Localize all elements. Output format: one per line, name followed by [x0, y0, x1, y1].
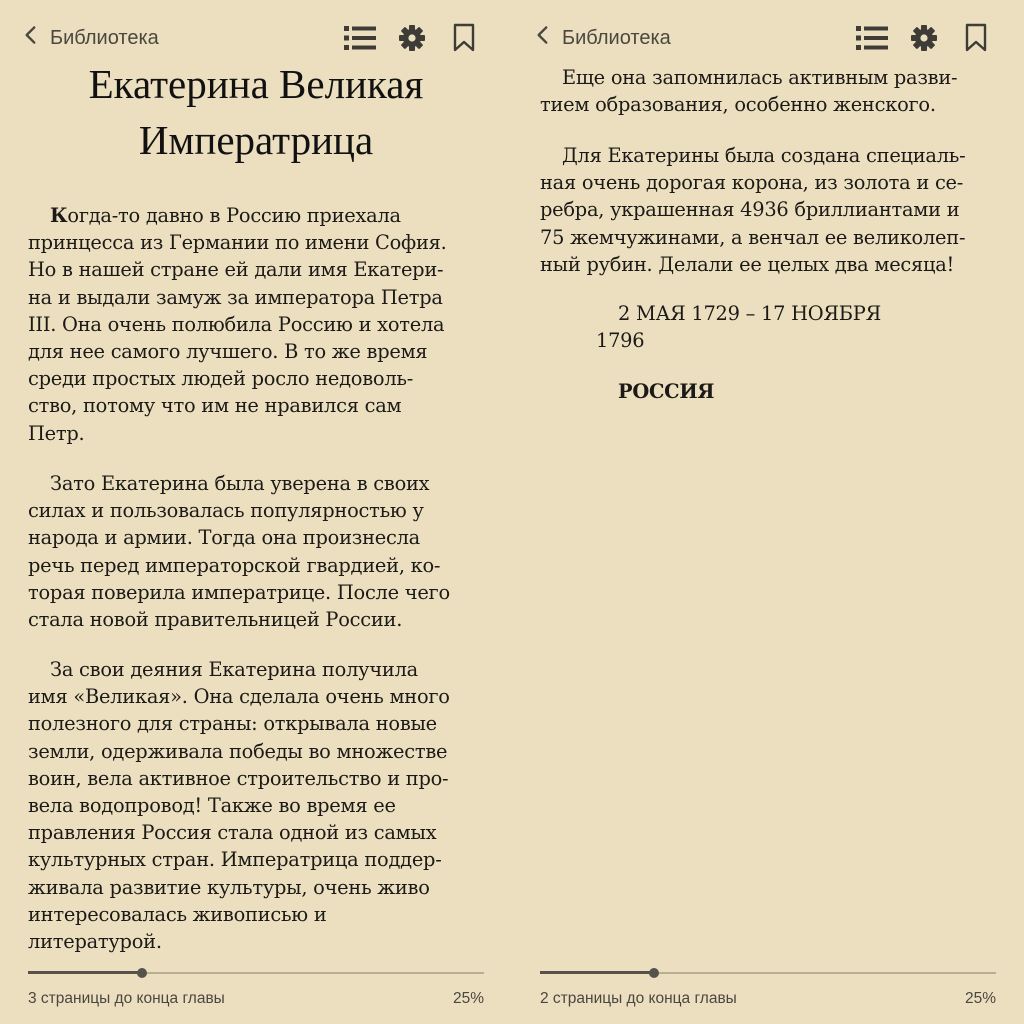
chapter-title: [28, 56, 484, 168]
text-line: имя «Великая». Она сделала очень много: [28, 685, 450, 709]
paragraph: [28, 202, 484, 447]
paragraph: [28, 470, 484, 633]
chevron-left-icon: [530, 22, 562, 54]
text-line: Петр.: [28, 421, 85, 445]
life-dates-line-2: 1796: [596, 329, 645, 353]
text-line: тием образования, особенно женского.: [540, 93, 936, 117]
date-block: [540, 300, 996, 354]
toolbar: [28, 18, 484, 58]
text-line: ребра, украшенная 4936 бриллиантами и: [540, 198, 960, 222]
text-line: речь перед императорской гвардией, ко-: [28, 553, 441, 577]
gear-icon: [398, 24, 426, 52]
text-line: ная очень дорогая корона, из золота и се-: [540, 171, 964, 195]
text-line: интересовалась живописью и: [28, 902, 327, 926]
bookmark-button[interactable]: [956, 18, 996, 58]
text-line: Когда-то давно в Россию приехала: [50, 204, 401, 227]
settings-button[interactable]: [904, 18, 944, 58]
percent-label: 25%: [452, 990, 484, 1007]
settings-button[interactable]: [392, 18, 432, 58]
text-line: принцесса из Германии по имени София.: [28, 231, 447, 255]
text-line: 75 жемчужинами, а венчал ее великолеп-: [540, 225, 966, 249]
text-line: земли, одерживала победы во множестве: [28, 739, 448, 763]
text-line: живала развитие культуры, очень живо: [28, 875, 430, 899]
text-line: силах и пользовалась популярностью у: [28, 499, 424, 523]
pages-left-label: 2 страницы до конца главы: [540, 990, 737, 1007]
body-text: [28, 470, 484, 633]
back-to-library-button[interactable]: [530, 22, 671, 54]
bookmark-icon: [964, 23, 988, 53]
back-to-library-button[interactable]: [18, 22, 159, 54]
right-page: [512, 0, 1024, 1024]
text-line: III. Она очень полюбила Россию и хотела: [28, 312, 445, 336]
chevron-left-icon: [18, 22, 50, 54]
body-text: [540, 64, 996, 118]
list-icon: [344, 25, 376, 51]
progress-knob[interactable]: [649, 968, 659, 978]
text-line: воин, вела активное строительство и про-: [28, 766, 449, 790]
contents-list-button[interactable]: [340, 18, 380, 58]
progress-knob[interactable]: [137, 968, 147, 978]
text-line: Для Екатерины была создана специаль-: [562, 144, 966, 167]
title-line-1: Екатерина Великая: [88, 61, 424, 107]
paragraph: [28, 656, 484, 955]
pages-left-label: 3 страницы до конца главы: [28, 990, 225, 1007]
text-line: народа и армии. Тогда она произнесла: [28, 526, 420, 550]
text-line: для нее самого лучшего. В то же время: [28, 340, 428, 364]
percent-label: 25%: [964, 990, 996, 1007]
toolbar: [540, 18, 996, 58]
text-line: торая поверила императрице. После чего: [28, 580, 450, 604]
text-line: стала новой правительницей России.: [28, 608, 403, 632]
text-line: на и выдали замуж за императора Петра: [28, 285, 443, 309]
paragraph: [540, 64, 996, 118]
chapter-progress-slider[interactable]: [540, 966, 996, 980]
country-label: РОССИЯ: [618, 380, 715, 403]
text-line: ство, потому что им не нравился сам: [28, 394, 402, 418]
page-footer: [28, 990, 484, 1012]
bookmark-icon: [452, 23, 476, 53]
text-line: Но в нашей стране ей дали имя Екатери-: [28, 258, 444, 282]
body-text: [540, 142, 996, 278]
text-line: полезного для страны: открывала новые: [28, 712, 437, 736]
progress-fill: [540, 971, 654, 974]
back-label: Библиотека: [562, 26, 671, 49]
page-footer: [540, 990, 996, 1012]
text-line: культурных стран. Императрица поддер-: [28, 848, 442, 872]
chapter-progress-slider[interactable]: [28, 966, 484, 980]
bookmark-button[interactable]: [444, 18, 484, 58]
text-line: среди простых людей росло недоволь-: [28, 367, 413, 391]
gear-icon: [910, 24, 938, 52]
back-label: Библиотека: [50, 26, 159, 49]
text-line: ный рубин. Делали ее целых два месяца!: [540, 252, 955, 276]
title-line-2: Императрица: [138, 117, 374, 163]
progress-fill: [28, 971, 142, 974]
text-line: За свои деяния Екатерина получила: [50, 658, 418, 681]
text-line: литературой.: [28, 930, 162, 954]
drop-cap: К: [50, 204, 68, 227]
body-text: [28, 202, 484, 447]
paragraph: [540, 142, 996, 278]
text-line: Зато Екатерина была уверена в своих: [50, 472, 430, 495]
text-line: Еще она запомнилась активным разви-: [562, 66, 958, 89]
list-icon: [856, 25, 888, 51]
body-text: [28, 656, 484, 955]
contents-list-button[interactable]: [852, 18, 892, 58]
life-dates-line-1: 2 МАЯ 1729 – 17 НОЯБРЯ: [618, 302, 881, 325]
text-line: вела водопровод! Также во время ее: [28, 794, 396, 818]
text-line: правления Россия стала одной из самых: [28, 821, 437, 845]
country-block: [540, 378, 996, 405]
